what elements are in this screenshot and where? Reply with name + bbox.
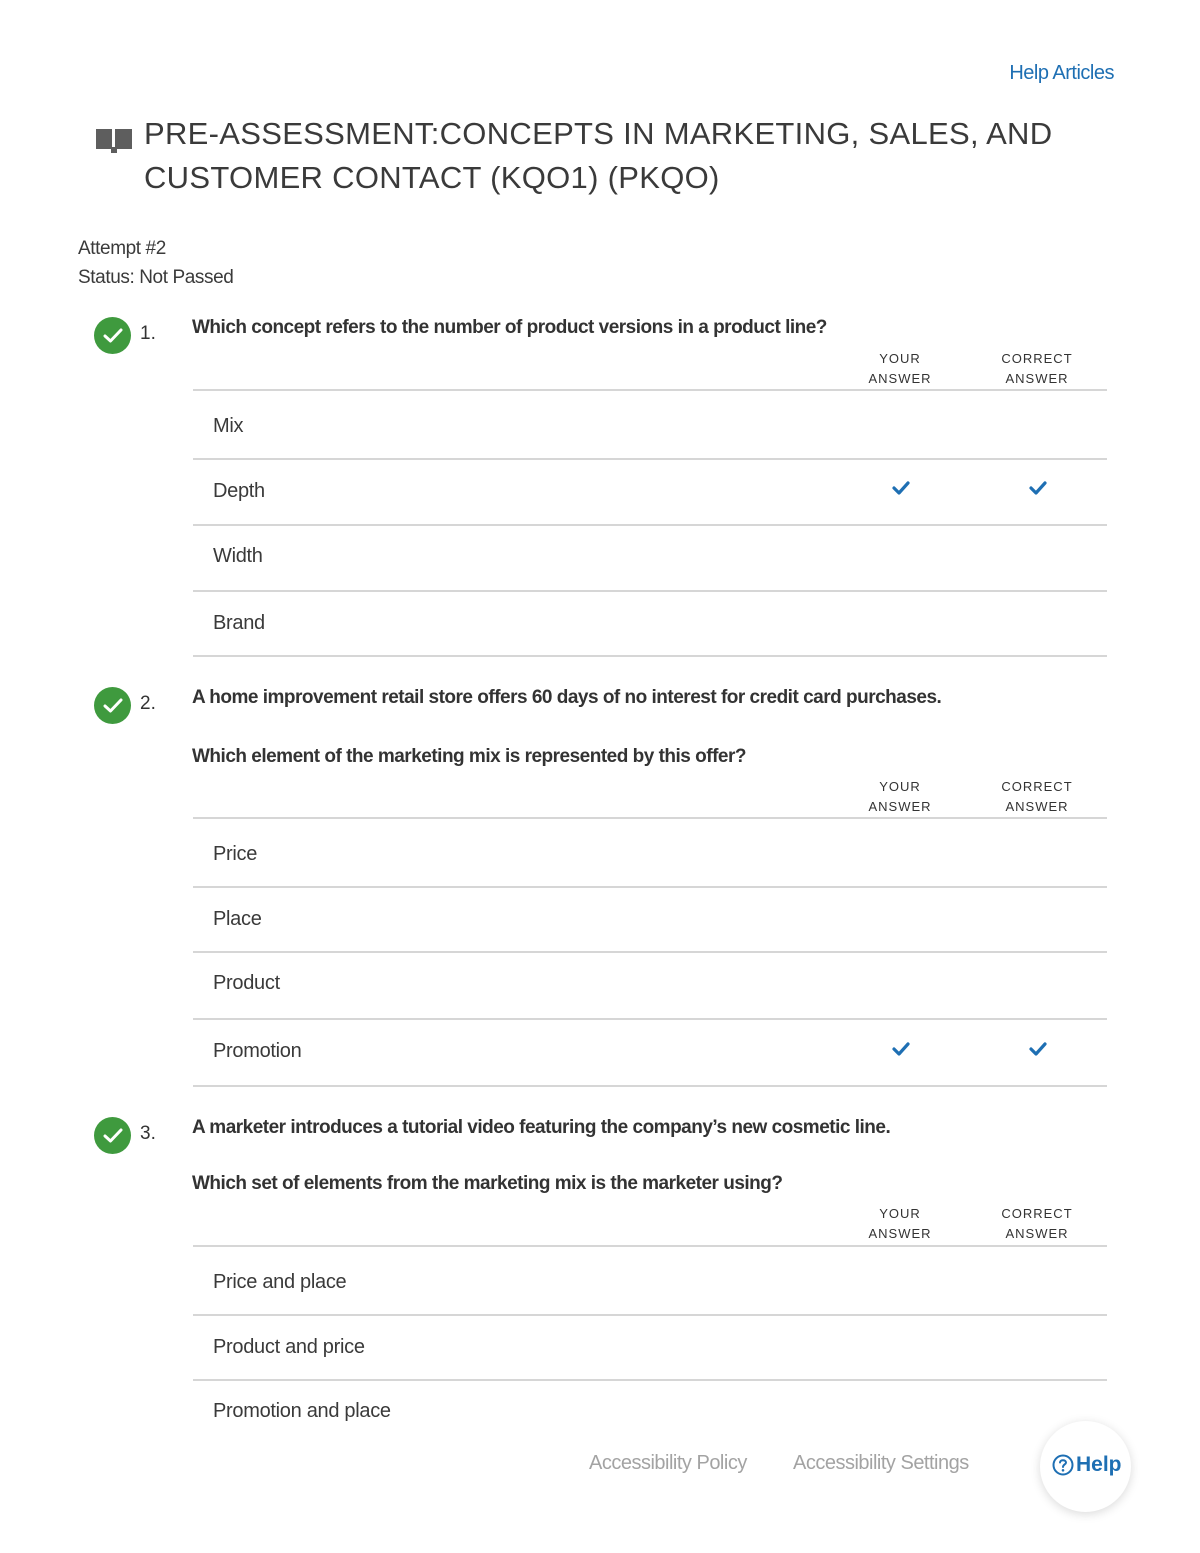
correct-check-icon: [94, 1117, 131, 1154]
answer-row: [193, 888, 1107, 953]
correct-answer-header: CORRECT ANSWER: [1001, 351, 1073, 386]
question-1: [94, 317, 1107, 659]
correct-check-icon: [94, 687, 131, 724]
attempt-info: [78, 234, 233, 292]
help-button[interactable]: [1040, 1421, 1131, 1512]
answer-label: Price: [213, 843, 258, 865]
answer-label: Price and place: [213, 1271, 347, 1293]
correct-answer-header: CORRECT ANSWER: [1001, 779, 1073, 814]
question-number: 2.: [140, 693, 156, 714]
question-number: 3.: [140, 1123, 156, 1144]
answer-label: Product and price: [213, 1336, 365, 1358]
answer-row: [193, 1316, 1107, 1381]
correct-answer-check-icon: [1029, 1042, 1047, 1056]
answer-label: Promotion and place: [213, 1400, 391, 1422]
question-circle-icon: [1052, 1454, 1074, 1476]
your-answer-header: YOUR ANSWER: [868, 779, 932, 814]
correct-answer-header: CORRECT ANSWER: [1001, 1206, 1073, 1241]
answer-label: Promotion: [213, 1040, 302, 1062]
question-text: A home improvement retail store offers 60 days of no interest for credit card purchases.: [192, 687, 942, 708]
status-label: Status: Not Passed: [78, 267, 234, 288]
correct-check-icon: [94, 317, 131, 354]
question-number: 1.: [140, 323, 156, 344]
question-3: [94, 1117, 1107, 1437]
question-text: A marketer introduces a tutorial video featuring the company’s new cosmetic line.: [192, 1117, 891, 1138]
your-answer-check-icon: [892, 481, 910, 495]
answer-row: [193, 460, 1107, 526]
question-prompt: Which set of elements from the marketing mix is the marketer using?: [192, 1173, 783, 1194]
your-answer-header: YOUR ANSWER: [868, 351, 932, 386]
answer-row: [193, 391, 1107, 460]
correct-answer-check-icon: [1029, 481, 1047, 495]
answer-row: [193, 819, 1107, 888]
attempt-label: Attempt #2: [78, 238, 166, 259]
answer-row: [193, 953, 1107, 1020]
page-title-line-1: PRE-ASSESSMENT:CONCEPTS IN MARKETING, SALES, AND: [144, 116, 1053, 151]
accessibility-policy-link[interactable]: Accessibility Policy: [589, 1452, 747, 1474]
answer-label: Mix: [213, 415, 244, 437]
question-text: Which concept refers to the number of product versions in a product line?: [192, 317, 827, 338]
answer-row: [193, 1247, 1107, 1316]
your-answer-check-icon: [892, 1042, 910, 1056]
answer-label: Width: [213, 545, 263, 567]
answer-label: Depth: [213, 480, 265, 502]
page-title: [144, 112, 1106, 200]
answer-row: [193, 592, 1107, 657]
answer-row: [193, 526, 1107, 592]
question-2: [94, 687, 1107, 1089]
answer-table: [193, 817, 1107, 1087]
answer-label: Brand: [213, 612, 265, 634]
question-prompt: Which element of the marketing mix is represented by this offer?: [192, 746, 746, 767]
help-label: Help: [1076, 1453, 1122, 1476]
accessibility-settings-link[interactable]: Accessibility Settings: [793, 1452, 969, 1474]
answer-table: [193, 1245, 1107, 1431]
answer-table: [193, 389, 1107, 657]
answer-label: Product: [213, 972, 280, 994]
help-articles-link[interactable]: Help Articles: [1009, 62, 1114, 84]
answer-label: Place: [213, 908, 262, 930]
answer-row: [193, 1381, 1107, 1431]
your-answer-header: YOUR ANSWER: [868, 1206, 932, 1241]
answer-row: [193, 1020, 1107, 1087]
page-title-line-2: CUSTOMER CONTACT (KQO1) (PKQO): [144, 160, 720, 195]
page-header: [96, 112, 1106, 200]
book-icon: [96, 127, 132, 155]
